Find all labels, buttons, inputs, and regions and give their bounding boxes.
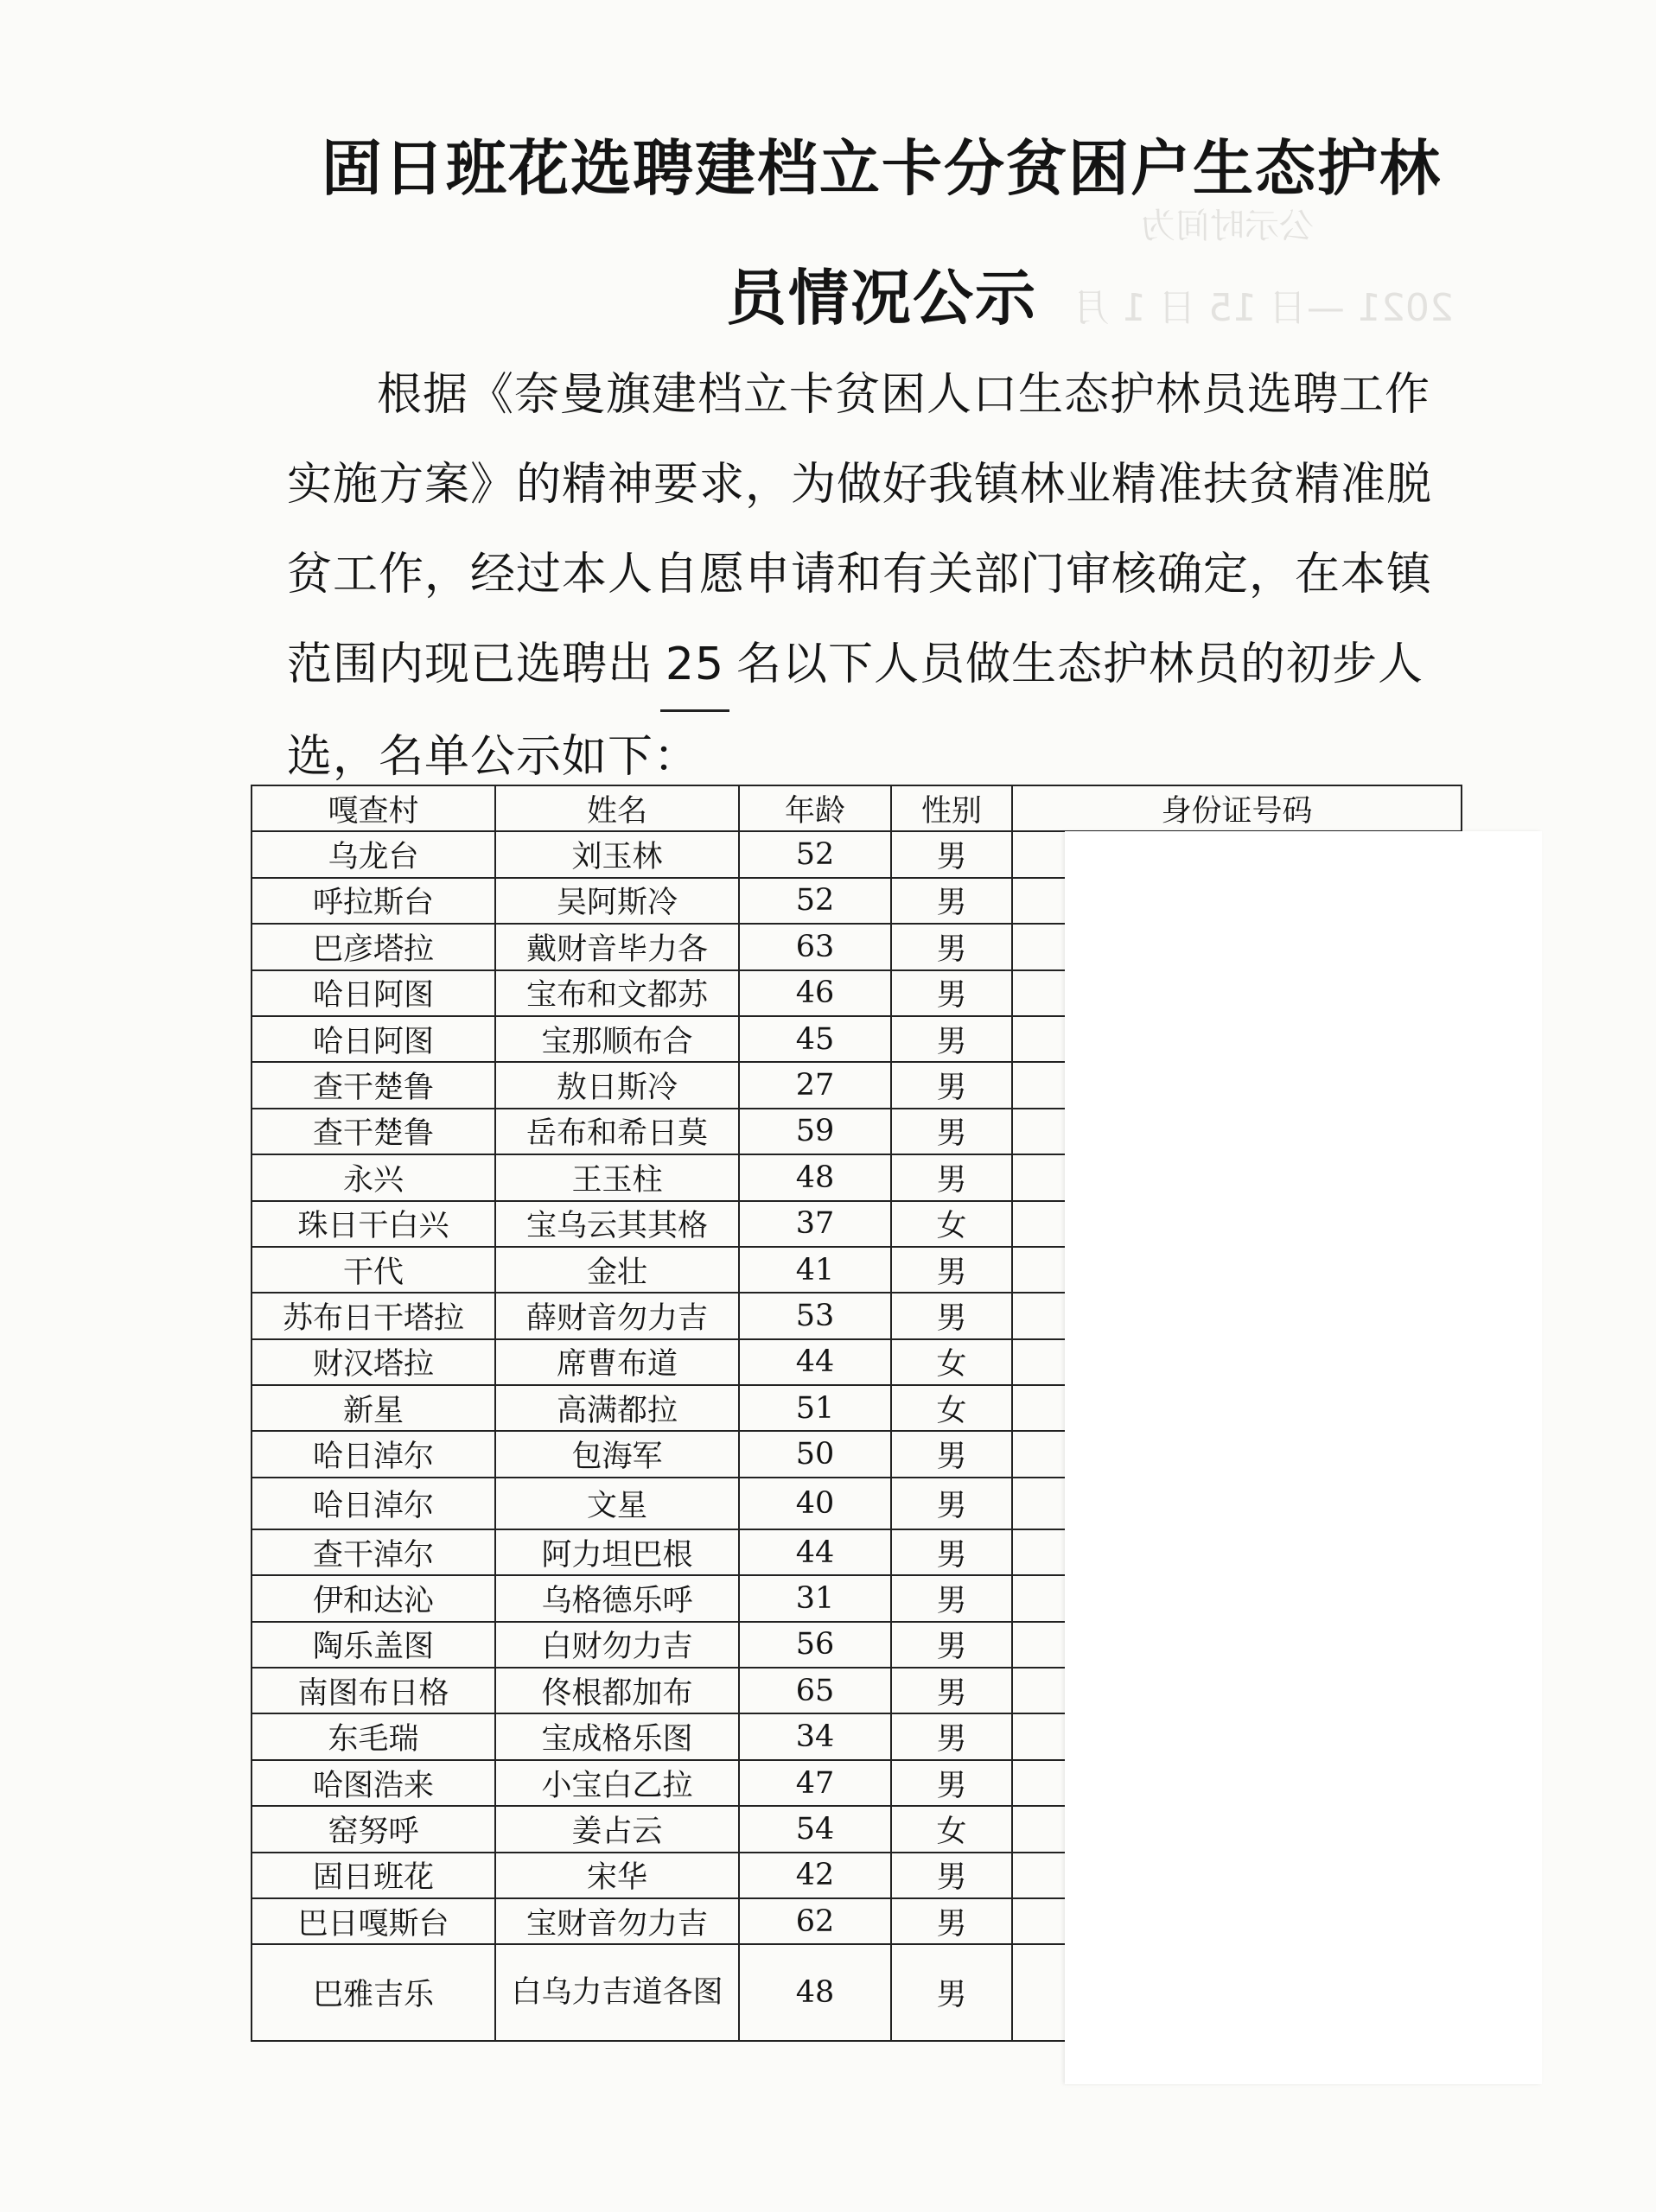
cell-gender: 男 bbox=[891, 1898, 1012, 1944]
cell-name: 席曹布道 bbox=[495, 1339, 739, 1385]
cell-gender: 男 bbox=[891, 1529, 1012, 1575]
cell-village: 永兴 bbox=[252, 1154, 495, 1200]
cell-gender: 男 bbox=[891, 1853, 1012, 1898]
cell-age: 56 bbox=[739, 1622, 891, 1668]
cell-name: 文星 bbox=[495, 1478, 739, 1529]
cell-village: 巴日嘎斯台 bbox=[252, 1898, 495, 1944]
bleed-through-text: 2021 —日 15 日 1 月 bbox=[1072, 286, 1454, 330]
header-name: 姓名 bbox=[495, 785, 739, 831]
intro-text-part1: 根据《奈曼旗建档立卡贫困人口生态护林员选聘工作实施方案》的精神要求，为做好我镇林业精准扶贫精准脱贫工作，经过本人自愿申请和有关部门审核确定，在本镇范围内现已选聘出 bbox=[287, 369, 1433, 690]
cell-gender: 女 bbox=[891, 1201, 1012, 1247]
cell-village: 干代 bbox=[252, 1247, 495, 1293]
cell-village: 新星 bbox=[252, 1385, 495, 1431]
cell-age: 50 bbox=[739, 1431, 891, 1477]
cell-name: 金壮 bbox=[495, 1247, 739, 1293]
cell-name: 乌格德乐呼 bbox=[495, 1575, 739, 1621]
intro-paragraph bbox=[287, 350, 1462, 802]
cell-age: 42 bbox=[739, 1853, 891, 1898]
cell-name: 薛财音勿力吉 bbox=[495, 1293, 739, 1338]
cell-name: 宝乌云其其格 bbox=[495, 1201, 739, 1247]
header-age: 年龄 bbox=[739, 785, 891, 831]
cell-gender: 男 bbox=[891, 1622, 1012, 1668]
cell-village: 哈图浩来 bbox=[252, 1760, 495, 1806]
cell-name: 刘玉林 bbox=[495, 831, 739, 877]
cell-village: 固日班花 bbox=[252, 1853, 495, 1898]
cell-age: 44 bbox=[739, 1339, 891, 1385]
cell-age: 45 bbox=[739, 1016, 891, 1062]
cell-village: 财汉塔拉 bbox=[252, 1339, 495, 1385]
cell-gender: 男 bbox=[891, 831, 1012, 877]
cell-gender: 男 bbox=[891, 1016, 1012, 1062]
cell-village: 哈日淖尔 bbox=[252, 1431, 495, 1477]
cell-age: 59 bbox=[739, 1109, 891, 1154]
cell-name: 宝那顺布合 bbox=[495, 1016, 739, 1062]
cell-name: 敖日斯冷 bbox=[495, 1062, 739, 1108]
cell-name: 王玉柱 bbox=[495, 1154, 739, 1200]
cell-name: 宝成格乐图 bbox=[495, 1713, 739, 1759]
cell-gender: 男 bbox=[891, 1247, 1012, 1293]
cell-age: 63 bbox=[739, 924, 891, 969]
cell-age: 52 bbox=[739, 831, 891, 877]
cell-village: 哈日淖尔 bbox=[252, 1478, 495, 1529]
cell-village: 伊和达沁 bbox=[252, 1575, 495, 1621]
cell-gender: 男 bbox=[891, 1760, 1012, 1806]
cell-gender: 男 bbox=[891, 1293, 1012, 1338]
cell-name: 姜占云 bbox=[495, 1806, 739, 1852]
cell-name: 白财勿力吉 bbox=[495, 1622, 739, 1668]
cell-name: 岳布和希日莫 bbox=[495, 1109, 739, 1154]
cell-village: 巴彦塔拉 bbox=[252, 924, 495, 969]
cell-name: 宝财音勿力吉 bbox=[495, 1898, 739, 1944]
cell-gender: 男 bbox=[891, 1109, 1012, 1154]
cell-age: 34 bbox=[739, 1713, 891, 1759]
cell-village: 呼拉斯台 bbox=[252, 878, 495, 924]
cell-village: 窑努呼 bbox=[252, 1806, 495, 1852]
cell-age: 44 bbox=[739, 1529, 891, 1575]
cell-age: 27 bbox=[739, 1062, 891, 1108]
cell-village: 巴雅吉乐 bbox=[252, 1944, 495, 2041]
cell-age: 46 bbox=[739, 970, 891, 1016]
cell-name: 宝布和文都苏 bbox=[495, 970, 739, 1016]
cell-village: 东毛瑞 bbox=[252, 1713, 495, 1759]
cell-age: 41 bbox=[739, 1247, 891, 1293]
cell-village: 查干楚鲁 bbox=[252, 1062, 495, 1108]
cell-gender: 女 bbox=[891, 1385, 1012, 1431]
cell-age: 40 bbox=[739, 1478, 891, 1529]
cell-name: 戴财音毕力各 bbox=[495, 924, 739, 969]
cell-village: 珠日干白兴 bbox=[252, 1201, 495, 1247]
cell-name: 宋华 bbox=[495, 1853, 739, 1898]
cell-gender: 女 bbox=[891, 1339, 1012, 1385]
cell-age: 31 bbox=[739, 1575, 891, 1621]
cell-gender: 女 bbox=[891, 1806, 1012, 1852]
cell-village: 陶乐盖图 bbox=[252, 1622, 495, 1668]
cell-gender: 男 bbox=[891, 1944, 1012, 2041]
cell-age: 54 bbox=[739, 1806, 891, 1852]
cell-village: 查干楚鲁 bbox=[252, 1109, 495, 1154]
cell-age: 48 bbox=[739, 1944, 891, 2041]
header-village: 嘎查村 bbox=[252, 785, 495, 831]
cell-name: 白乌力吉道各图 bbox=[495, 1944, 739, 2041]
cell-gender: 男 bbox=[891, 1062, 1012, 1108]
cell-gender: 男 bbox=[891, 1431, 1012, 1477]
cell-age: 51 bbox=[739, 1385, 891, 1431]
bleed-through-text: 公示时间为 bbox=[1141, 207, 1314, 246]
redaction-cover-sheet bbox=[1065, 831, 1542, 2084]
table-header-row bbox=[252, 785, 1462, 831]
cell-village: 苏布日干塔拉 bbox=[252, 1293, 495, 1338]
cell-age: 37 bbox=[739, 1201, 891, 1247]
cell-gender: 男 bbox=[891, 878, 1012, 924]
cell-village: 乌龙台 bbox=[252, 831, 495, 877]
selected-count: 25 bbox=[660, 620, 729, 712]
cell-name: 佟根都加布 bbox=[495, 1668, 739, 1713]
cell-gender: 男 bbox=[891, 924, 1012, 969]
cell-village: 哈日阿图 bbox=[252, 970, 495, 1016]
title-line-1: 固日班花选聘建档立卡分贫困户生态护林 bbox=[322, 133, 1442, 204]
cell-village: 南图布日格 bbox=[252, 1668, 495, 1713]
cell-gender: 男 bbox=[891, 1154, 1012, 1200]
header-gender: 性别 bbox=[891, 785, 1012, 831]
cell-age: 52 bbox=[739, 878, 891, 924]
cell-age: 65 bbox=[739, 1668, 891, 1713]
cell-gender: 男 bbox=[891, 970, 1012, 1016]
cell-age: 47 bbox=[739, 1760, 891, 1806]
title-line-2: 员情况公示 bbox=[726, 263, 1037, 334]
cell-name: 阿力坦巴根 bbox=[495, 1529, 739, 1575]
cell-age: 53 bbox=[739, 1293, 891, 1338]
cell-village: 查干淖尔 bbox=[252, 1529, 495, 1575]
cell-name: 高满都拉 bbox=[495, 1385, 739, 1431]
cell-gender: 男 bbox=[891, 1575, 1012, 1621]
intro-text-part2: 名以下人员做生态护林员的初步人选，名单公示如下： bbox=[287, 639, 1424, 783]
document-title bbox=[311, 104, 1452, 363]
cell-name: 小宝白乙拉 bbox=[495, 1760, 739, 1806]
cell-age: 48 bbox=[739, 1154, 891, 1200]
cell-gender: 男 bbox=[891, 1713, 1012, 1759]
cell-village: 哈日阿图 bbox=[252, 1016, 495, 1062]
cell-gender: 男 bbox=[891, 1478, 1012, 1529]
cell-name: 吴阿斯冷 bbox=[495, 878, 739, 924]
cell-age: 62 bbox=[739, 1898, 891, 1944]
cell-name: 包海军 bbox=[495, 1431, 739, 1477]
header-id-number: 身份证号码 bbox=[1012, 785, 1462, 831]
cell-gender: 男 bbox=[891, 1668, 1012, 1713]
